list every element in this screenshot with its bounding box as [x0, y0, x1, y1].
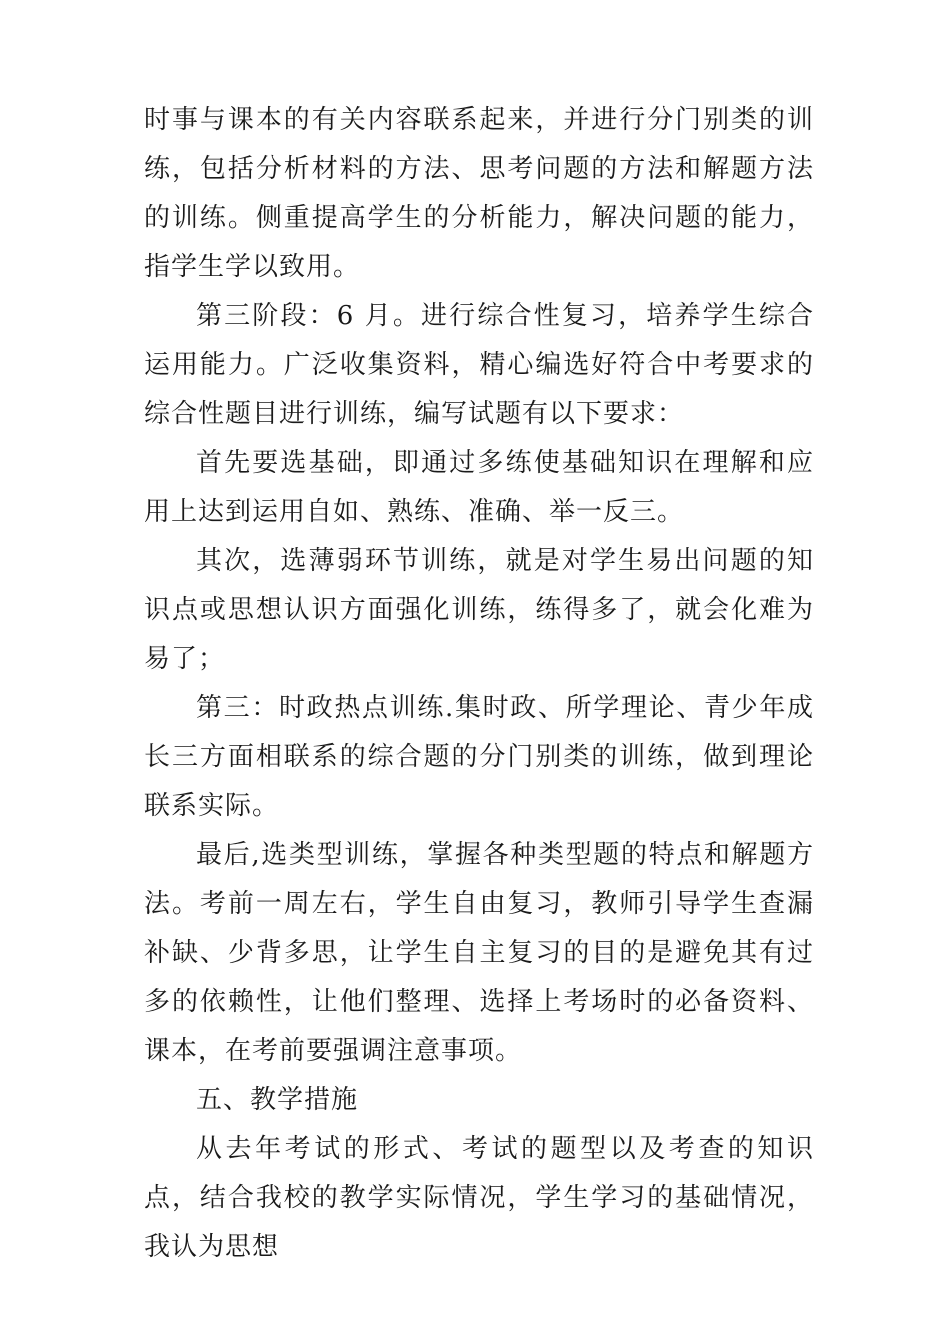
paragraph-4: 其次，选薄弱环节训练，就是对学生易出问题的知识点或思想认识方面强化训练，练得多了，就会化难为易了； — [144, 546, 814, 674]
paragraph-3: 首先要选基础，即通过多练使基础知识在理解和应用上达到运用自如、熟练、准确、举一反三。 — [144, 448, 814, 527]
section-heading-teaching-measures: 五、教学措施 — [196, 1085, 359, 1115]
paragraph-2: 第三阶段：6 月。进行综合性复习，培养学生综合运用能力。广泛收集资料，精心编选好符合中考要求的综合性题目进行训练，编写试题有以下要求： — [144, 301, 814, 429]
paragraph-6: 最后,选类型训练，掌握各种类型题的特点和解题方法。考前一周左右，学生自由复习，教师引导学生查漏补缺、少背多思，让学生自主复习的目的是避免其有过多的依赖性，让他们整理、选择上考场时的必备资料、课本，在考前要强调注意事项。 — [144, 840, 814, 1066]
paragraph-1: 时事与课本的有关内容联系起来，并进行分门别类的训练，包括分析材料的方法、思考问题的方法和解题方法的训练。侧重提高学生的分析能力，解决问题的能力，指学生学以致用。 — [144, 105, 814, 282]
paragraph-5: 第三：时政热点训练.集时政、所学理论、青少年成长三方面相联系的综合题的分门别类的训练，做到理论联系实际。 — [144, 693, 814, 821]
document-body — [144, 96, 814, 1272]
paragraph-8: 从去年考试的形式、考试的题型以及考查的知识点，结合我校的教学实际情况，学生学习的基础情况，我认为思想 — [144, 1134, 814, 1262]
